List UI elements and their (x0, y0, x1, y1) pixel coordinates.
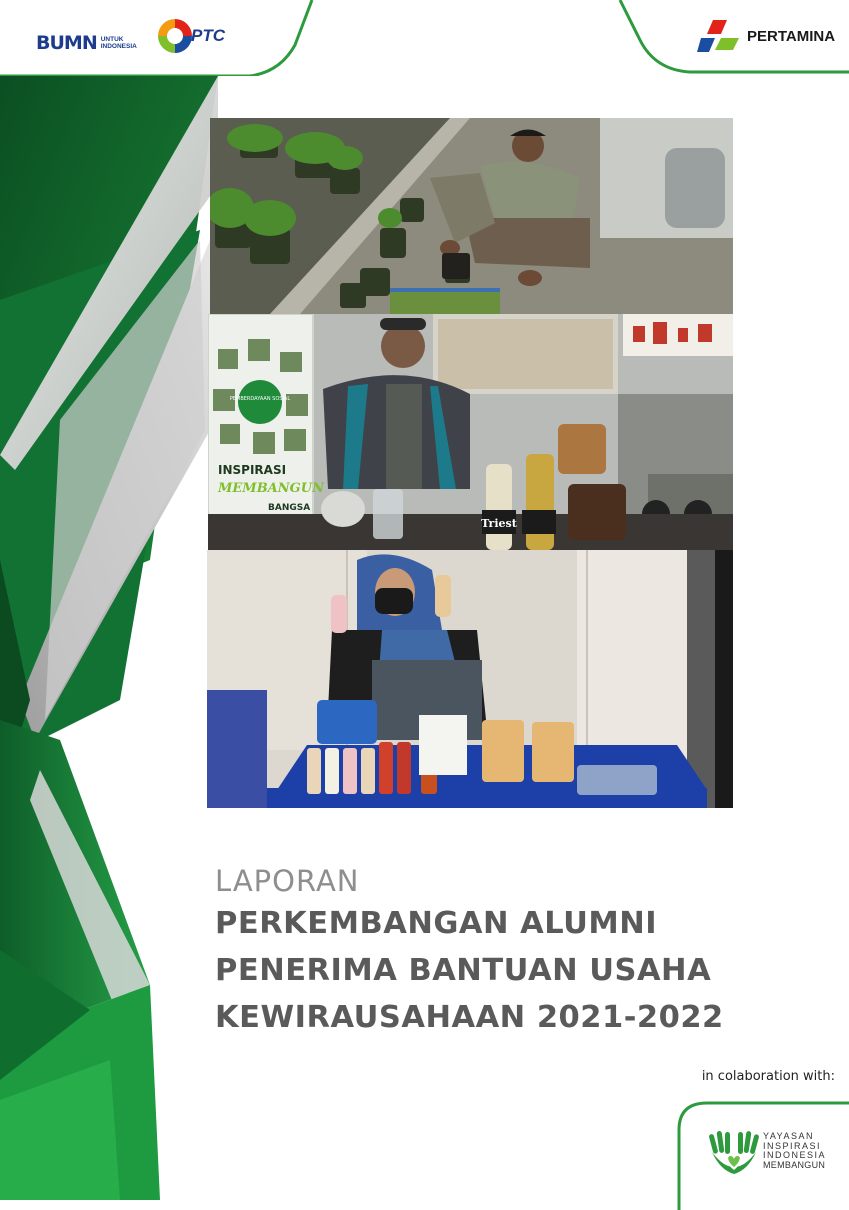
bottle-label: Triest (481, 517, 517, 530)
collaboration-label: in colaboration with: (701, 1069, 835, 1084)
pertamina-mark-icon (697, 18, 741, 54)
ptc-swirl-icon (155, 16, 195, 56)
report-title-line-2: PENERIMA BANTUAN USAHA (215, 953, 712, 988)
report-kicker: LAPORAN (215, 864, 360, 898)
ptc-logo (155, 16, 225, 56)
bumn-logo-text: BUMN (36, 32, 97, 54)
photo-seedlings (210, 118, 733, 314)
photo-drinks-stall (207, 550, 733, 808)
report-title-block (215, 862, 835, 1041)
banner-line2: MEMBANGUN (218, 481, 324, 496)
bumn-logo-subtext: UNTUK INDONESIA (100, 36, 137, 50)
pertamina-logo-text: PERTAMINA (747, 27, 836, 45)
ptc-logo-text: PTC (191, 26, 225, 45)
partner-hands-heart-icon (708, 1130, 760, 1178)
banner-badge-text: PEMBERDAYAAN SOSIAL (229, 396, 291, 402)
pertamina-logo (697, 18, 835, 54)
report-title-line-3: KEWIRAUSAHAAN 2021-2022 (215, 1000, 724, 1035)
banner-line1: INSPIRASI (218, 463, 287, 477)
bumn-logo (36, 32, 137, 54)
partner-name: YAYASAN INSPIRASI INDONESIA MEMBANGUN (763, 1131, 827, 1170)
banner-line3: BANGSA (268, 503, 311, 513)
photo-coffee-booth (208, 314, 733, 550)
report-title-line-1: PERKEMBANGAN ALUMNI (215, 906, 658, 941)
